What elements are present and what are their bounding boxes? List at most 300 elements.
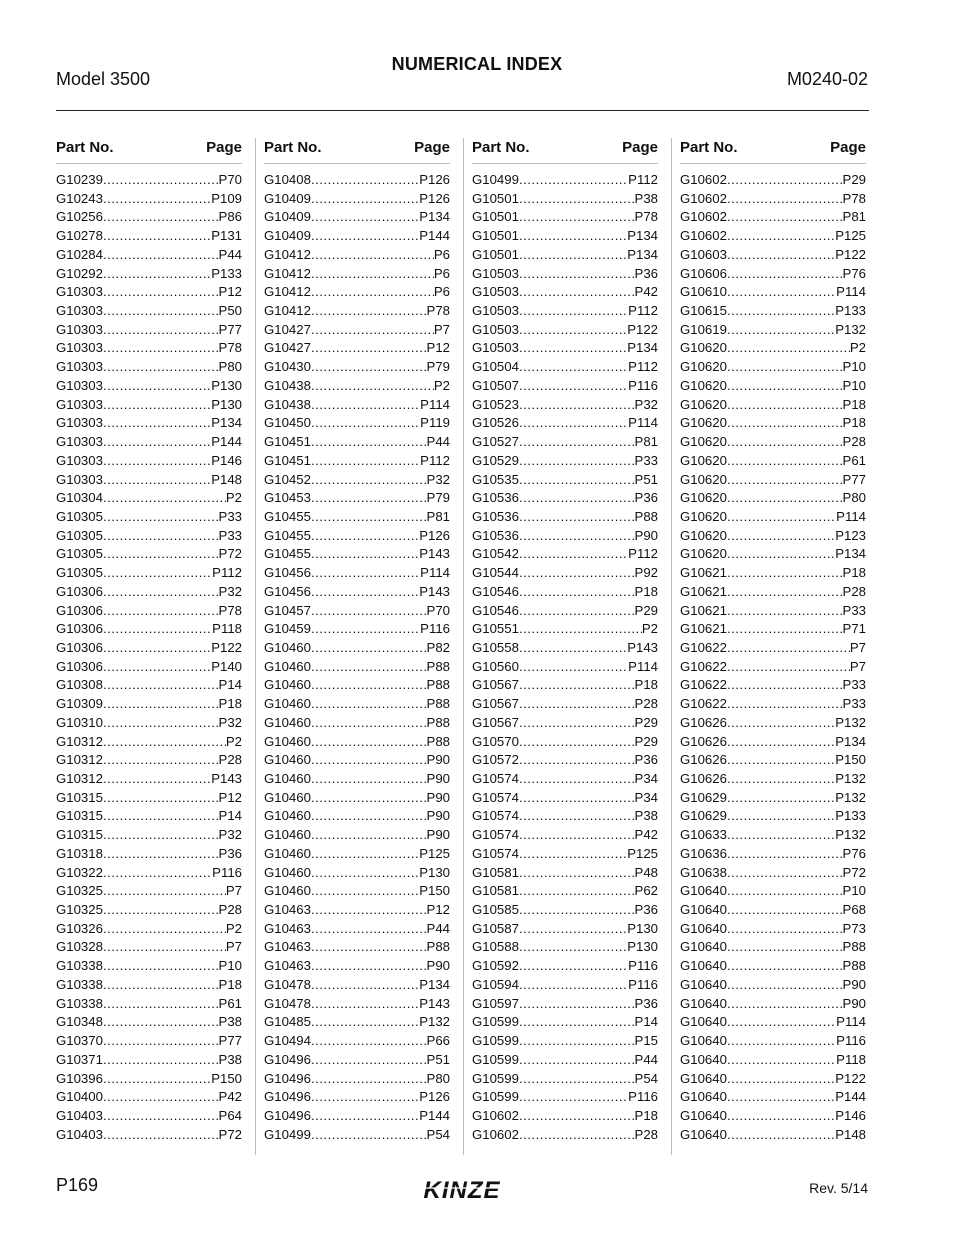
index-entry <box>56 266 242 285</box>
dot-leader <box>103 883 226 898</box>
part-number: G10322 <box>56 864 103 880</box>
part-number: G10303 <box>56 284 103 300</box>
dot-leader <box>727 378 843 393</box>
dot-leader <box>311 1033 427 1048</box>
index-entry <box>56 565 242 584</box>
dot-leader <box>103 827 219 842</box>
part-number: G10303 <box>56 321 103 337</box>
page-reference: P29 <box>634 733 658 749</box>
part-number: G10599 <box>472 1070 519 1086</box>
dot-leader <box>519 172 628 187</box>
page-header: Page <box>206 139 242 156</box>
page-reference: P112 <box>628 359 658 375</box>
index-entry <box>56 1014 242 1033</box>
index-entry <box>264 1108 450 1127</box>
dot-leader <box>519 677 635 692</box>
index-entry <box>264 415 450 434</box>
page-reference: P132 <box>835 714 866 730</box>
page-reference: P76 <box>842 265 866 281</box>
part-number: G10621 <box>680 565 727 581</box>
part-number: G10460 <box>264 845 311 861</box>
page-reference: P134 <box>419 209 450 225</box>
index-entry <box>680 790 866 809</box>
part-number: G10463 <box>264 902 311 918</box>
part-number: G10455 <box>264 546 311 562</box>
dot-leader <box>727 771 835 786</box>
index-entry <box>56 340 242 359</box>
part-number: G10606 <box>680 265 727 281</box>
index-entry <box>472 359 658 378</box>
part-number: G10597 <box>472 995 519 1011</box>
index-entry <box>264 1052 450 1071</box>
index-entry <box>680 977 866 996</box>
part-number: G10306 <box>56 583 103 599</box>
index-entry <box>472 677 658 696</box>
page-reference: P130 <box>627 939 658 955</box>
page-reference: P116 <box>628 377 658 393</box>
page-reference: P82 <box>426 639 450 655</box>
page-reference: P143 <box>627 639 658 655</box>
dot-leader <box>727 808 835 823</box>
page-reference: P70 <box>218 172 242 187</box>
page-reference: P28 <box>218 902 242 918</box>
dot-leader <box>311 584 419 599</box>
part-number: G10504 <box>472 359 519 375</box>
part-number: G10640 <box>680 1089 727 1105</box>
index-entry <box>264 921 450 940</box>
page-reference: P130 <box>211 377 242 393</box>
page-reference: P12 <box>426 340 450 356</box>
page-reference: P134 <box>211 415 242 431</box>
index-entry <box>680 640 866 659</box>
page-reference: P118 <box>212 621 242 637</box>
part-number: G10303 <box>56 415 103 431</box>
dot-leader <box>311 1071 427 1086</box>
part-number: G10620 <box>680 359 727 375</box>
index-entry <box>472 977 658 996</box>
page-reference: P34 <box>634 789 658 805</box>
part-number: G10501 <box>472 209 519 225</box>
page-reference: P143 <box>419 995 450 1011</box>
index-entry <box>472 1108 658 1127</box>
part-number: G10312 <box>56 752 103 768</box>
dot-leader <box>103 266 211 281</box>
page-reference: P33 <box>842 602 866 618</box>
index-entry <box>56 247 242 266</box>
dot-leader <box>103 1071 211 1086</box>
part-number: G10602 <box>680 209 727 225</box>
index-entry <box>472 846 658 865</box>
index-entry <box>56 883 242 902</box>
part-number: G10303 <box>56 396 103 412</box>
part-number: G10306 <box>56 658 103 674</box>
part-number: G10558 <box>472 639 519 655</box>
index-entry <box>264 266 450 285</box>
part-number: G10312 <box>56 733 103 749</box>
index-entry <box>680 415 866 434</box>
dot-leader <box>103 677 219 692</box>
index-entry <box>472 209 658 228</box>
index-entry <box>680 808 866 827</box>
part-number: G10460 <box>264 677 311 693</box>
page-reference: P61 <box>218 995 242 1011</box>
page-reference: P114 <box>836 284 866 300</box>
page-header: Page <box>414 139 450 156</box>
index-entry <box>472 172 658 191</box>
dot-leader <box>103 902 219 917</box>
index-entry <box>264 209 450 228</box>
page-reference: P134 <box>419 976 450 992</box>
page-reference: P116 <box>628 1089 658 1105</box>
part-no-header: Part No. <box>56 139 114 156</box>
dot-leader <box>103 1033 219 1048</box>
dot-leader <box>103 490 226 505</box>
index-entry <box>56 771 242 790</box>
part-number: G10457 <box>264 602 311 618</box>
kinze-logo-text: KINZE <box>423 1177 501 1204</box>
index-entry <box>472 565 658 584</box>
page-reference: P112 <box>628 172 658 187</box>
part-number: G10303 <box>56 434 103 450</box>
index-entry <box>56 172 242 191</box>
index-entry <box>264 734 450 753</box>
dot-leader <box>311 827 427 842</box>
page-reference: P2 <box>641 621 658 637</box>
dot-leader <box>311 1108 419 1123</box>
index-entry <box>472 378 658 397</box>
index-entry <box>472 808 658 827</box>
index-entry <box>680 397 866 416</box>
part-number: G10640 <box>680 1014 727 1030</box>
part-number: G10626 <box>680 733 727 749</box>
part-number: G10303 <box>56 340 103 356</box>
index-entry <box>56 977 242 996</box>
dot-leader <box>727 191 843 206</box>
index-entry <box>56 846 242 865</box>
page-reference: P134 <box>627 228 658 244</box>
dot-leader <box>103 247 219 262</box>
page-reference: P38 <box>218 1051 242 1067</box>
page-reference: P126 <box>419 172 450 187</box>
index-entry <box>472 1014 658 1033</box>
dot-leader <box>727 434 843 449</box>
part-number: G10620 <box>680 527 727 543</box>
part-number: G10303 <box>56 377 103 393</box>
dot-leader <box>311 715 427 730</box>
dot-leader <box>311 659 427 674</box>
index-entry <box>472 228 658 247</box>
column-divider <box>671 138 672 1155</box>
part-number: G10312 <box>56 771 103 786</box>
dot-leader <box>103 528 219 543</box>
dot-leader <box>519 977 628 992</box>
part-number: G10409 <box>264 209 311 225</box>
part-number: G10325 <box>56 902 103 918</box>
part-number: G10560 <box>472 658 519 674</box>
page-reference: P36 <box>634 265 658 281</box>
dot-leader <box>519 509 635 524</box>
part-number: G10620 <box>680 377 727 393</box>
page-reference: P114 <box>420 565 450 581</box>
dot-leader <box>103 921 226 936</box>
page-reference: P90 <box>426 958 450 974</box>
page-reference: P78 <box>842 190 866 206</box>
column-divider <box>255 138 256 1155</box>
dot-leader <box>311 453 420 468</box>
dot-leader <box>311 247 434 262</box>
index-entry <box>56 1071 242 1090</box>
part-number: G10396 <box>56 1070 103 1086</box>
page-reference: P144 <box>419 228 450 244</box>
index-entry <box>56 322 242 341</box>
index-entry <box>680 603 866 622</box>
index-entry <box>472 1071 658 1090</box>
dot-leader <box>727 247 835 262</box>
page-reference: P32 <box>634 396 658 412</box>
part-number: G10620 <box>680 471 727 487</box>
page-reference: P146 <box>211 452 242 468</box>
part-number: G10621 <box>680 602 727 618</box>
index-entry <box>56 1052 242 1071</box>
dot-leader <box>727 640 850 655</box>
dot-leader <box>727 397 843 412</box>
index-entry <box>264 640 450 659</box>
part-number: G10460 <box>264 808 311 824</box>
part-number: G10602 <box>680 228 727 244</box>
dot-leader <box>727 490 843 505</box>
index-entry <box>264 846 450 865</box>
part-number: G10581 <box>472 883 519 899</box>
part-number: G10400 <box>56 1089 103 1105</box>
part-number: G10599 <box>472 1014 519 1030</box>
index-entry <box>472 453 658 472</box>
dot-leader <box>727 715 835 730</box>
page-reference: P125 <box>627 845 658 861</box>
part-number: G10338 <box>56 976 103 992</box>
dot-leader <box>103 996 219 1011</box>
dot-leader <box>727 696 843 711</box>
index-entry <box>680 827 866 846</box>
dot-leader <box>311 752 427 767</box>
page-reference: P36 <box>218 845 242 861</box>
dot-leader <box>311 734 427 749</box>
dot-leader <box>311 640 427 655</box>
part-number: G10303 <box>56 303 103 319</box>
index-entry <box>56 303 242 322</box>
index-entry <box>56 228 242 247</box>
index-list <box>56 172 242 1145</box>
page-reference: P38 <box>634 808 658 824</box>
index-entry <box>472 247 658 266</box>
index-entry <box>680 883 866 902</box>
dot-leader <box>519 958 628 973</box>
part-number: G10620 <box>680 415 727 431</box>
index-entry <box>472 472 658 491</box>
page-reference: P148 <box>211 471 242 487</box>
part-number: G10619 <box>680 321 727 337</box>
part-number: G10494 <box>264 1033 311 1049</box>
dot-leader <box>727 1014 836 1029</box>
part-number: G10305 <box>56 527 103 543</box>
dot-leader <box>727 734 835 749</box>
page-reference: P144 <box>419 1107 450 1123</box>
part-number: G10456 <box>264 565 311 581</box>
dot-leader <box>103 172 219 187</box>
index-entry <box>56 865 242 884</box>
page-reference: P80 <box>218 359 242 375</box>
index-entry <box>264 284 450 303</box>
part-number: G10309 <box>56 696 103 712</box>
index-entry <box>472 827 658 846</box>
dot-leader <box>519 621 642 636</box>
index-entry <box>56 958 242 977</box>
dot-leader <box>727 977 843 992</box>
index-entry <box>56 640 242 659</box>
part-number: G10602 <box>680 190 727 206</box>
part-number: G10438 <box>264 377 311 393</box>
dot-leader <box>311 434 427 449</box>
dot-leader <box>727 546 835 561</box>
dot-leader <box>519 752 635 767</box>
dot-leader <box>103 322 219 337</box>
index-entry <box>264 771 450 790</box>
page-reference: P143 <box>419 546 450 562</box>
dot-leader <box>519 228 627 243</box>
page-reference: P44 <box>426 434 450 450</box>
part-number: G10305 <box>56 508 103 524</box>
page-reference: P114 <box>836 1014 866 1030</box>
part-number: G10503 <box>472 321 519 337</box>
dot-leader <box>727 883 843 898</box>
part-number: G10529 <box>472 452 519 468</box>
dot-leader <box>519 565 635 580</box>
page-reference: P33 <box>842 696 866 712</box>
page-reference: P86 <box>218 209 242 225</box>
page-reference: P44 <box>218 246 242 262</box>
page-reference: P54 <box>426 1126 450 1142</box>
dot-leader <box>519 808 635 823</box>
dot-leader <box>519 734 635 749</box>
part-number: G10460 <box>264 771 311 786</box>
index-entry <box>56 209 242 228</box>
index-entry <box>680 996 866 1015</box>
page-reference: P88 <box>426 714 450 730</box>
dot-leader <box>727 865 843 880</box>
dot-leader <box>103 771 211 786</box>
part-number: G10567 <box>472 714 519 730</box>
index-entry <box>56 415 242 434</box>
page-reference: P2 <box>225 733 242 749</box>
index-entry <box>472 434 658 453</box>
dot-leader <box>311 958 427 973</box>
page-reference: P33 <box>218 527 242 543</box>
index-entry <box>264 808 450 827</box>
index-entry <box>680 1071 866 1090</box>
page-reference: P126 <box>419 190 450 206</box>
page-reference: P72 <box>218 546 242 562</box>
page-reference: P12 <box>426 902 450 918</box>
part-number: G10602 <box>472 1126 519 1142</box>
dot-leader <box>103 565 212 580</box>
part-number: G10460 <box>264 789 311 805</box>
dot-leader <box>311 528 419 543</box>
index-entry <box>472 939 658 958</box>
page-reference: P28 <box>842 434 866 450</box>
index-entry <box>680 659 866 678</box>
dot-leader <box>311 996 419 1011</box>
part-number: G10621 <box>680 583 727 599</box>
index-list <box>680 172 866 1145</box>
page-reference: P7 <box>849 658 866 674</box>
page-reference: P144 <box>211 434 242 450</box>
part-number: G10456 <box>264 583 311 599</box>
page-reference: P118 <box>836 1051 866 1067</box>
dot-leader <box>103 603 219 618</box>
part-number: G10496 <box>264 1051 311 1067</box>
index-entry <box>680 378 866 397</box>
index-entry <box>472 921 658 940</box>
index-entry <box>264 247 450 266</box>
page-reference: P7 <box>849 639 866 655</box>
part-number: G10640 <box>680 1051 727 1067</box>
part-number: G10574 <box>472 771 519 786</box>
part-number: G10640 <box>680 976 727 992</box>
index-entry <box>472 958 658 977</box>
part-number: G10496 <box>264 1107 311 1123</box>
page-reference: P50 <box>218 303 242 319</box>
index-entry <box>264 603 450 622</box>
part-number: G10621 <box>680 621 727 637</box>
dot-leader <box>311 621 420 636</box>
index-entry <box>56 509 242 528</box>
dot-leader <box>727 266 843 281</box>
dot-leader <box>727 209 843 224</box>
dot-leader <box>727 790 835 805</box>
index-entry <box>680 509 866 528</box>
index-entry <box>56 490 242 509</box>
page-reference: P122 <box>627 321 658 337</box>
page-reference: P130 <box>211 396 242 412</box>
part-number: G10592 <box>472 958 519 974</box>
page-reference: P36 <box>634 995 658 1011</box>
part-number: G10503 <box>472 303 519 319</box>
dot-leader <box>103 378 211 393</box>
part-number: G10409 <box>264 190 311 206</box>
dot-leader <box>519 1071 635 1086</box>
page-reference: P42 <box>634 284 658 300</box>
dot-leader <box>519 303 628 318</box>
dot-leader <box>727 340 850 355</box>
page-reference: P28 <box>634 1126 658 1142</box>
index-column <box>56 138 242 1145</box>
index-entry <box>264 621 450 640</box>
page-reference: P132 <box>835 321 866 337</box>
index-entry <box>56 734 242 753</box>
part-number: G10326 <box>56 920 103 936</box>
part-number: G10640 <box>680 883 727 899</box>
page-header: Page <box>830 139 866 156</box>
part-number: G10478 <box>264 995 311 1011</box>
dot-leader <box>311 509 427 524</box>
page-reference: P88 <box>426 658 450 674</box>
page-reference: P44 <box>426 920 450 936</box>
part-number: G10308 <box>56 677 103 693</box>
index-entry <box>680 528 866 547</box>
part-number: G10303 <box>56 471 103 487</box>
page-reference: P150 <box>419 883 450 899</box>
index-entry <box>264 472 450 491</box>
index-entry <box>264 902 450 921</box>
